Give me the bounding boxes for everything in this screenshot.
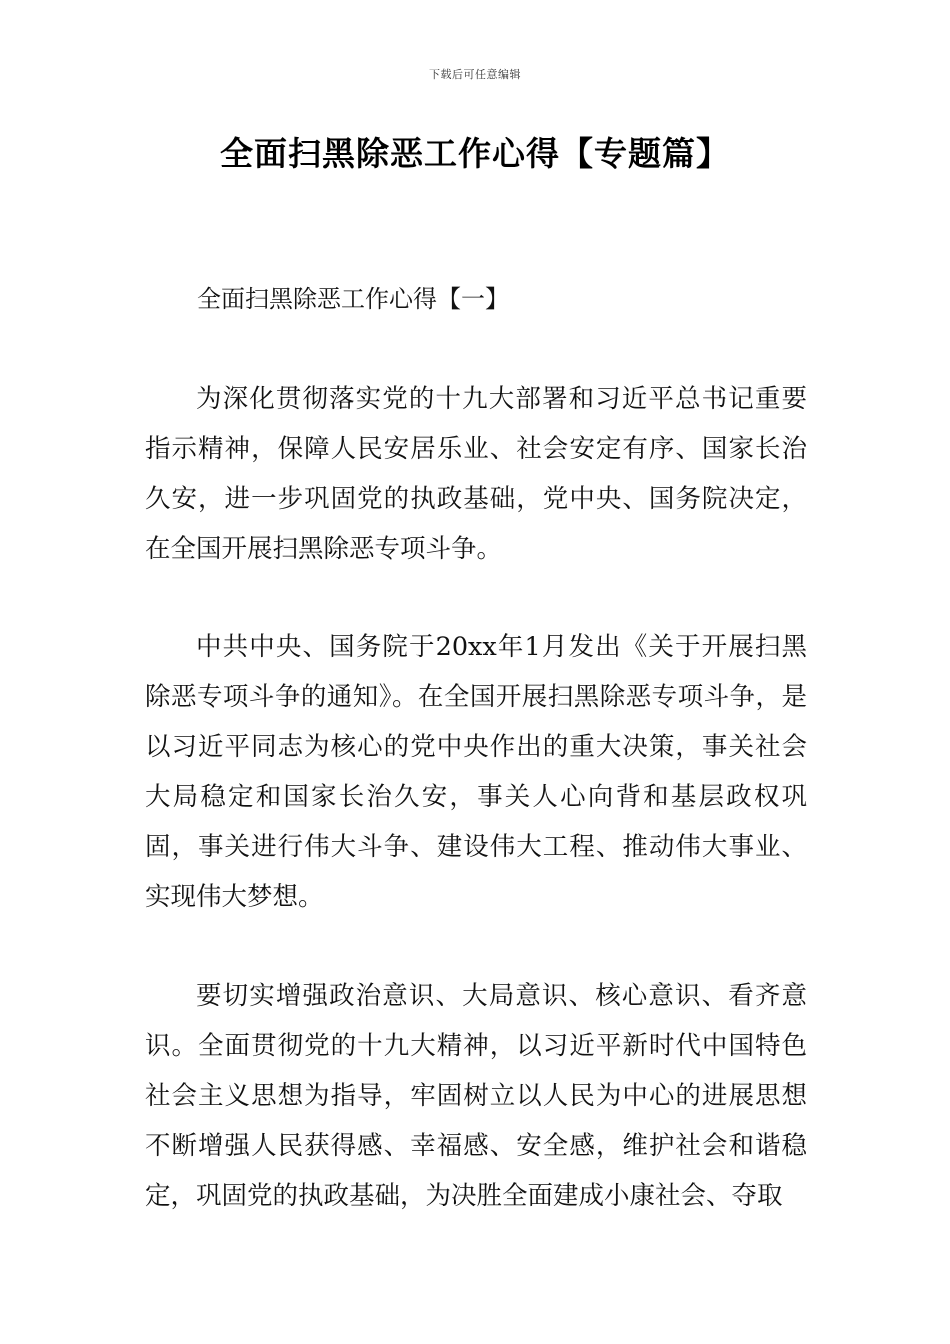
header-note: 下载后可任意编辑 (429, 68, 521, 81)
body-paragraph-3: 要切实增强政治意识、大局意识、核心意识、看齐意识。全面贯彻党的十九大精神，以习近平新时代中国特色社会主义思想为指导，牢固树立以人民为中心的进展思想不断增强人民获得感、幸福感、安全感，维护社会和谐稳定，巩固党的执政基础，为决胜全面建成小康社会、夺取 (145, 981, 807, 1211)
section-heading: 全面扫黑除恶工作心得【一】 (197, 285, 509, 313)
document-title: 全面扫黑除恶工作心得【专题篇】 (220, 134, 730, 173)
body-paragraph-1: 为深化贯彻落实党的十九大部署和习近平总书记重要指示精神，保障人民安居乐业、社会安定有序、国家长治久安，进一步巩固党的执政基础，党中央、国务院决定，在全国开展扫黑除恶专项斗争。 (145, 384, 807, 564)
body-paragraph-2: 中共中央、国务院于20xx年1月发出《关于开展扫黑除恶专项斗争的通知》。在全国开展扫黑除恶专项斗争，是以习近平同志为核心的党中央作出的重大决策，事关社会大局稳定和国家长治久安，事关人心向背和基层政权巩固，事关进行伟大斗争、建设伟大工程、推动伟大事业、实现伟大梦想。 (145, 632, 807, 912)
